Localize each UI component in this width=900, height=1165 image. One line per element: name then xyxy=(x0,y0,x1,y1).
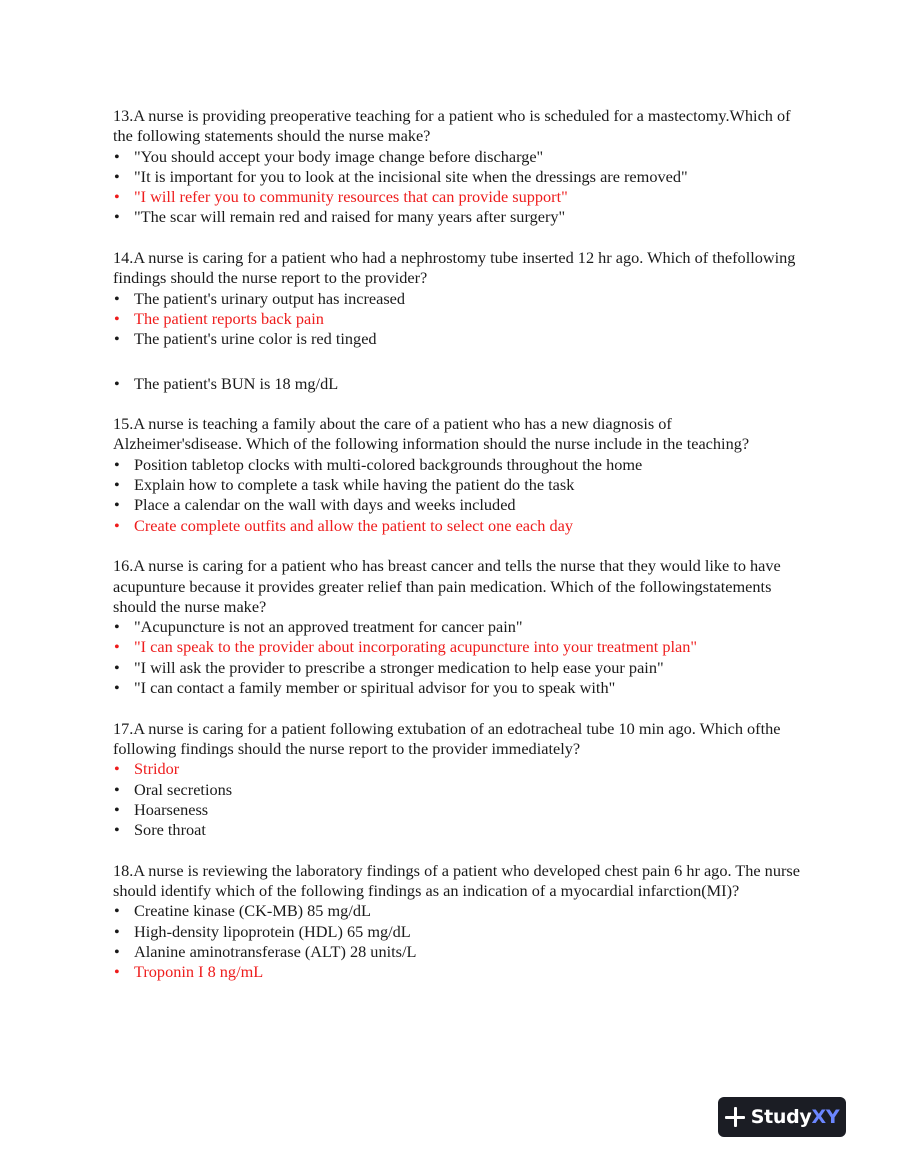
bullet-icon: • xyxy=(114,759,120,779)
answer-text: Create complete outfits and allow the patient to select one each day xyxy=(134,515,573,535)
bullet-icon: • xyxy=(114,637,120,657)
bullet-icon: • xyxy=(114,207,120,227)
bullet-icon: • xyxy=(114,941,120,961)
answer-options xyxy=(113,455,803,536)
answer-text: Creatine kinase (CK-MB) 85 mg/dL xyxy=(134,901,371,921)
bullet-icon: • xyxy=(114,617,120,637)
answer-text: The patient's urine color is red tinged xyxy=(134,329,377,349)
answer-option xyxy=(113,455,803,475)
answer-text: "I can contact a family member or spiritual advisor for you to speak with" xyxy=(134,678,616,698)
question-13 xyxy=(113,106,803,228)
answer-text: "I will ask the provider to prescribe a stronger medication to help ease your pain" xyxy=(134,657,664,677)
bullet-icon: • xyxy=(114,962,120,982)
answer-text: "Acupuncture is not an approved treatment for cancer pain" xyxy=(134,617,523,637)
question-16 xyxy=(113,556,803,698)
plus-icon xyxy=(725,1107,745,1127)
bullet-icon: • xyxy=(114,308,120,328)
bullet-icon: • xyxy=(114,515,120,535)
answer-option xyxy=(113,147,803,167)
logo-text-study: Study xyxy=(750,1106,812,1128)
question-text: 15.A nurse is teaching a family about the care of a patient who has a new diagnosis of Alzheimer'sdisease. Which of the following information should the nurse include in the teaching? xyxy=(113,414,750,454)
answer-text: High-density lipoprotein (HDL) 65 mg/dL xyxy=(134,921,411,941)
bullet-icon: • xyxy=(114,820,120,840)
answer-option xyxy=(113,922,803,942)
answer-text: "I will refer you to community resources that can provide support" xyxy=(134,187,568,207)
question-text: 14.A nurse is caring for a patient who had a nephrostomy tube inserted 12 hr ago. Which of thefollowing findings should the nurse report to the provider? xyxy=(113,248,796,288)
answer-options xyxy=(113,147,803,228)
answer-option-correct xyxy=(113,759,803,779)
answer-option xyxy=(113,374,803,394)
answer-option xyxy=(113,658,803,678)
question-text: 18.A nurse is reviewing the laboratory findings of a patient who developed chest pain 6 hr ago. The nurse should identify which of the following findings as an indication of a myocardial infarction(MI)? xyxy=(113,860,800,900)
bullet-icon: • xyxy=(114,678,120,698)
answer-option xyxy=(113,167,803,187)
answer-option xyxy=(113,820,803,840)
answer-text: "I can speak to the provider about incorporating acupuncture into your treatment plan" xyxy=(134,637,698,657)
bullet-icon: • xyxy=(114,657,120,677)
bullet-icon: • xyxy=(114,187,120,207)
question-text: 16.A nurse is caring for a patient who has breast cancer and tells the nurse that they would like to have acupunture because it provides greater relief than pain medication. Which of the followingstatements should the nurse make? xyxy=(113,556,781,616)
question-17 xyxy=(113,719,803,841)
answer-option-correct xyxy=(113,187,803,207)
bullet-icon: • xyxy=(114,166,120,186)
answer-options xyxy=(113,901,803,982)
question-18 xyxy=(113,861,803,983)
answer-option xyxy=(113,678,803,698)
question-text: 17.A nurse is caring for a patient following extubation of an edotracheal tube 10 min ago. Which ofthe following findings should the nurse report to the provider immediately? xyxy=(113,718,781,758)
answer-options xyxy=(113,759,803,840)
bullet-icon: • xyxy=(114,454,120,474)
question-text: 13.A nurse is providing preoperative teaching for a patient who is scheduled for a mastectomy.Which of the following statements should the nurse make? xyxy=(113,106,791,146)
answer-options xyxy=(113,289,803,394)
answer-option xyxy=(113,942,803,962)
bullet-icon: • xyxy=(114,475,120,495)
answer-option xyxy=(113,289,803,309)
studyxy-logo-badge[interactable] xyxy=(718,1097,846,1137)
bullet-icon: • xyxy=(114,799,120,819)
answer-option xyxy=(113,901,803,921)
answer-text: Place a calendar on the wall with days and weeks included xyxy=(134,495,516,515)
answer-text: Troponin I 8 ng/mL xyxy=(134,962,264,982)
answer-text: The patient's BUN is 18 mg/dL xyxy=(134,373,339,393)
answer-option xyxy=(113,329,803,349)
bullet-icon: • xyxy=(114,146,120,166)
answer-text: The patient reports back pain xyxy=(134,308,324,328)
answer-text: "The scar will remain red and raised for many years after surgery" xyxy=(134,207,566,227)
answer-text: Hoarseness xyxy=(134,799,209,819)
logo-text-xy: XY xyxy=(811,1106,840,1128)
answer-option xyxy=(113,800,803,820)
answer-option xyxy=(113,475,803,495)
document-page xyxy=(113,106,803,1003)
answer-option xyxy=(113,617,803,637)
answer-option-correct xyxy=(113,309,803,329)
answer-text: Explain how to complete a task while having the patient do the task xyxy=(134,475,575,495)
answer-option-correct xyxy=(113,516,803,536)
answer-text: Oral secretions xyxy=(134,779,233,799)
question-14 xyxy=(113,248,803,394)
answer-text: "You should accept your body image change before discharge" xyxy=(134,146,544,166)
bullet-icon: • xyxy=(114,495,120,515)
answer-text: Stridor xyxy=(134,759,180,779)
answer-text: Sore throat xyxy=(134,820,206,840)
bullet-icon: • xyxy=(114,921,120,941)
bullet-icon: • xyxy=(114,288,120,308)
answer-text: The patient's urinary output has increased xyxy=(134,288,406,308)
answer-option-correct xyxy=(113,962,803,982)
bullet-icon: • xyxy=(114,373,120,393)
bullet-icon: • xyxy=(114,779,120,799)
answer-option xyxy=(113,780,803,800)
answer-option-correct xyxy=(113,637,803,657)
answer-text: Position tabletop clocks with multi-colored backgrounds throughout the home xyxy=(134,454,643,474)
answer-option xyxy=(113,207,803,227)
answer-text: "It is important for you to look at the incisional site when the dressings are removed" xyxy=(134,166,688,186)
bullet-icon: • xyxy=(114,329,120,349)
question-15 xyxy=(113,414,803,536)
answer-option xyxy=(113,495,803,515)
answer-options xyxy=(113,617,803,698)
answer-text: Alanine aminotransferase (ALT) 28 units/L xyxy=(134,941,417,961)
bullet-icon: • xyxy=(114,901,120,921)
